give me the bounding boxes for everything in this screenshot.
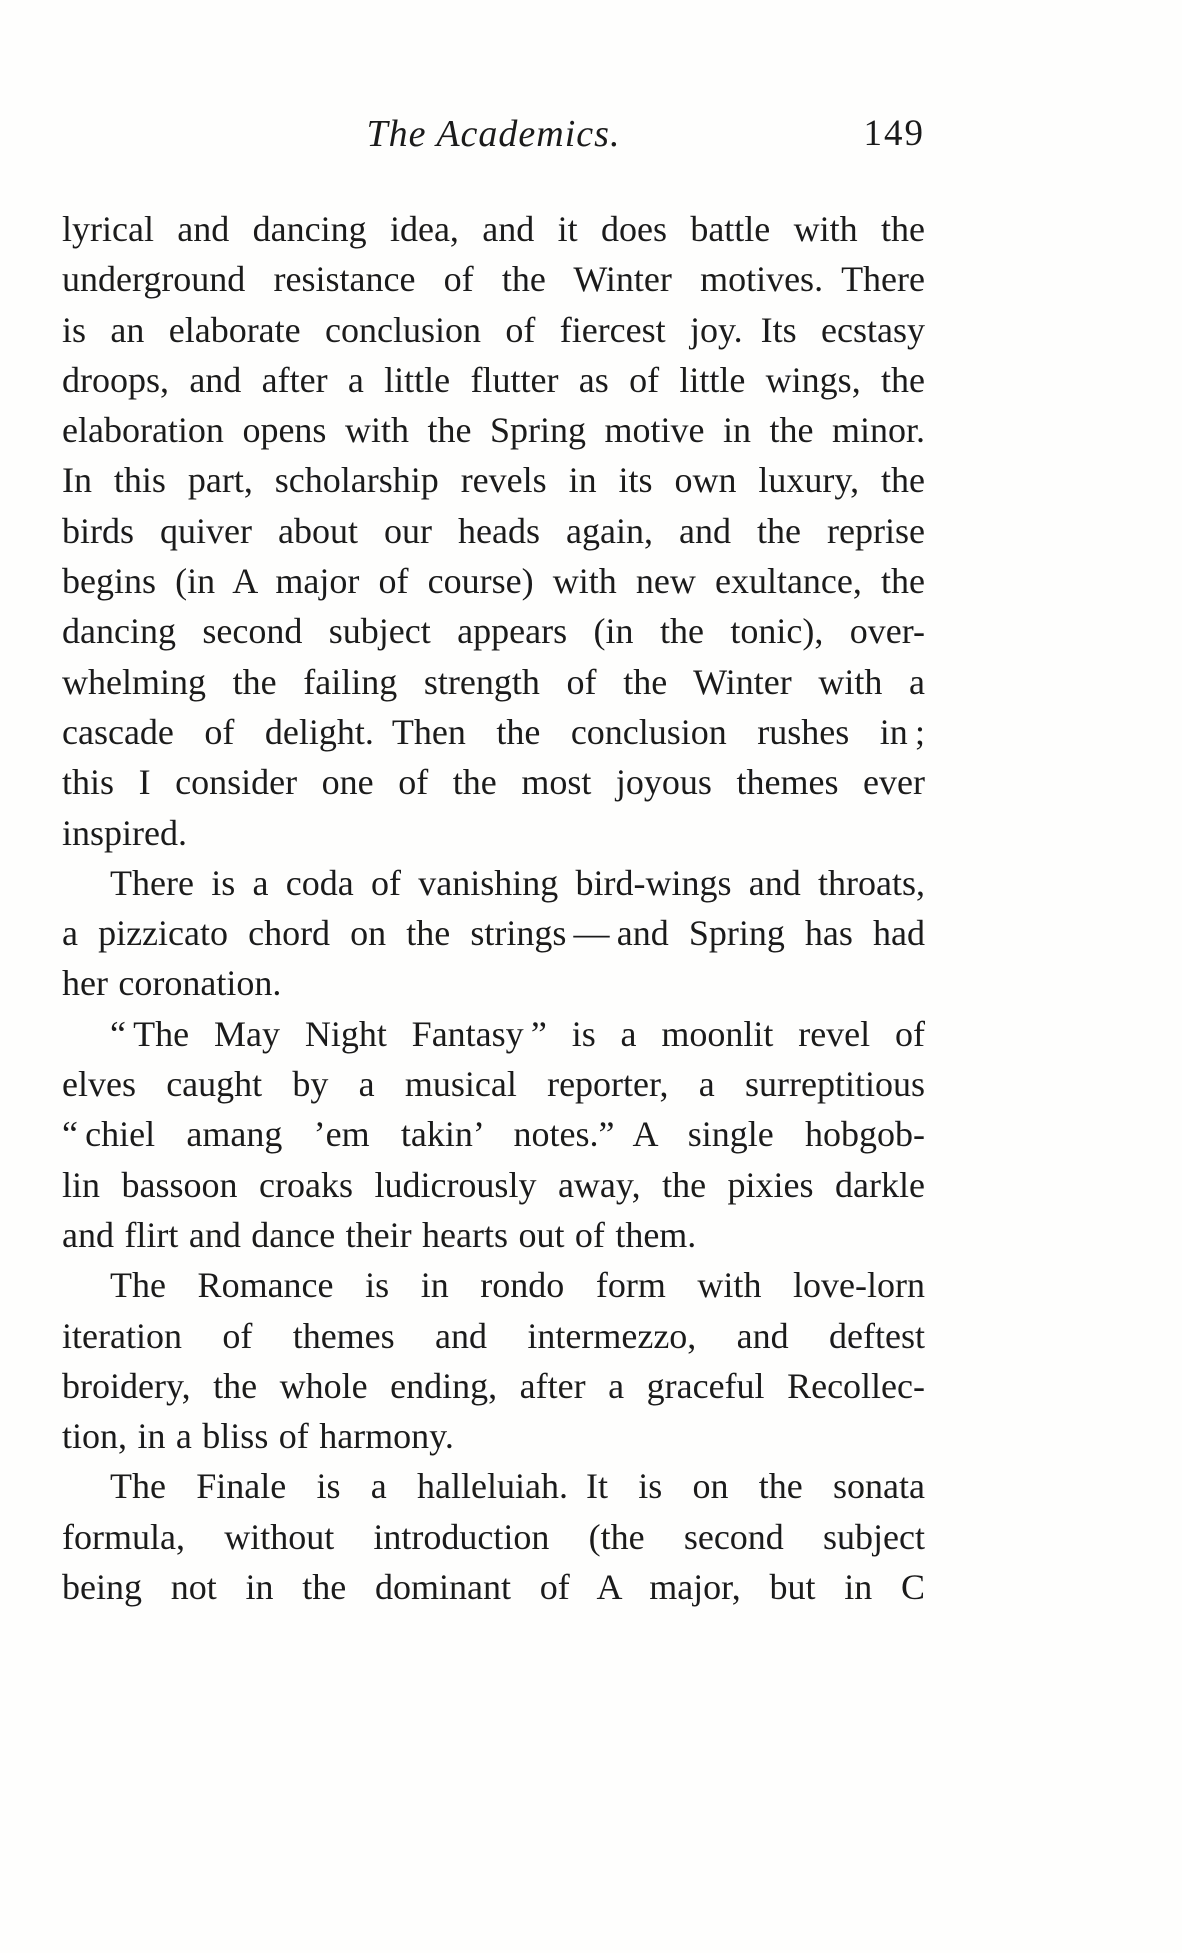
text-line: birds quiver about our heads again, and the reprise [62, 510, 925, 551]
paragraph [62, 1260, 925, 1461]
text-line: elaboration opens with the Spring motive in the minor. [62, 410, 925, 451]
text-line: tion, in a bliss of harmony. [62, 1416, 454, 1457]
paragraph [62, 1009, 925, 1260]
text-line: cascade of delight. Then the conclusion rushes in ; [62, 711, 925, 752]
text-line: There is a coda of vanishing bird-wings and throats, [110, 862, 925, 903]
page-title: The Academics. [366, 113, 621, 155]
text-line: and flirt and dance their hearts out of them. [62, 1214, 697, 1255]
text-line: a pizzicato chord on the strings — and Spring has had [62, 913, 925, 954]
paragraph [62, 204, 925, 858]
text-line: broidery, the whole ending, after a graceful Recollec- [62, 1365, 925, 1406]
text-line: underground resistance of the Winter motives. There [62, 259, 925, 300]
text-line: inspired. [62, 812, 187, 853]
running-header [62, 112, 925, 160]
text-block [62, 204, 925, 1612]
text-line: The Romance is in rondo form with love-lorn [110, 1265, 925, 1306]
text-line: whelming the failing strength of the Winter with a [62, 661, 925, 702]
text-line: lyrical and dancing idea, and it does battle with the [62, 209, 925, 249]
text-line: being not in the dominant of A major, but in C [62, 1567, 925, 1608]
page-number: 149 [863, 113, 925, 154]
text-line: is an elaborate conclusion of fiercest joy. Its ecstasy [62, 309, 925, 350]
text-line: iteration of themes and intermezzo, and deftest [62, 1315, 925, 1356]
text-line: dancing second subject appears (in the tonic), over- [62, 611, 925, 652]
text-line: In this part, scholarship revels in its own luxury, the [62, 460, 925, 501]
text-line: her coronation. [62, 963, 282, 1004]
text-line: begins (in A major of course) with new exultance, the [62, 561, 925, 602]
text-line: lin bassoon croaks ludicrously away, the pixies darkle [62, 1164, 925, 1205]
text-line: formula, without introduction (the second subject [62, 1516, 925, 1557]
text-line: “ chiel amang ’em takin’ notes.” A single hobgob- [62, 1114, 925, 1155]
text-line: “ The May Night Fantasy ” is a moonlit revel of [110, 1013, 925, 1054]
text-line: this I consider one of the most joyous themes ever [62, 762, 925, 803]
text-line: droops, and after a little flutter as of little wings, the [62, 359, 925, 400]
paragraph [62, 1461, 925, 1612]
text-line: elves caught by a musical reporter, a surreptitious [62, 1064, 925, 1105]
text-line: The Finale is a halleluiah. It is on the sonata [110, 1466, 925, 1507]
paragraph [62, 858, 925, 1009]
